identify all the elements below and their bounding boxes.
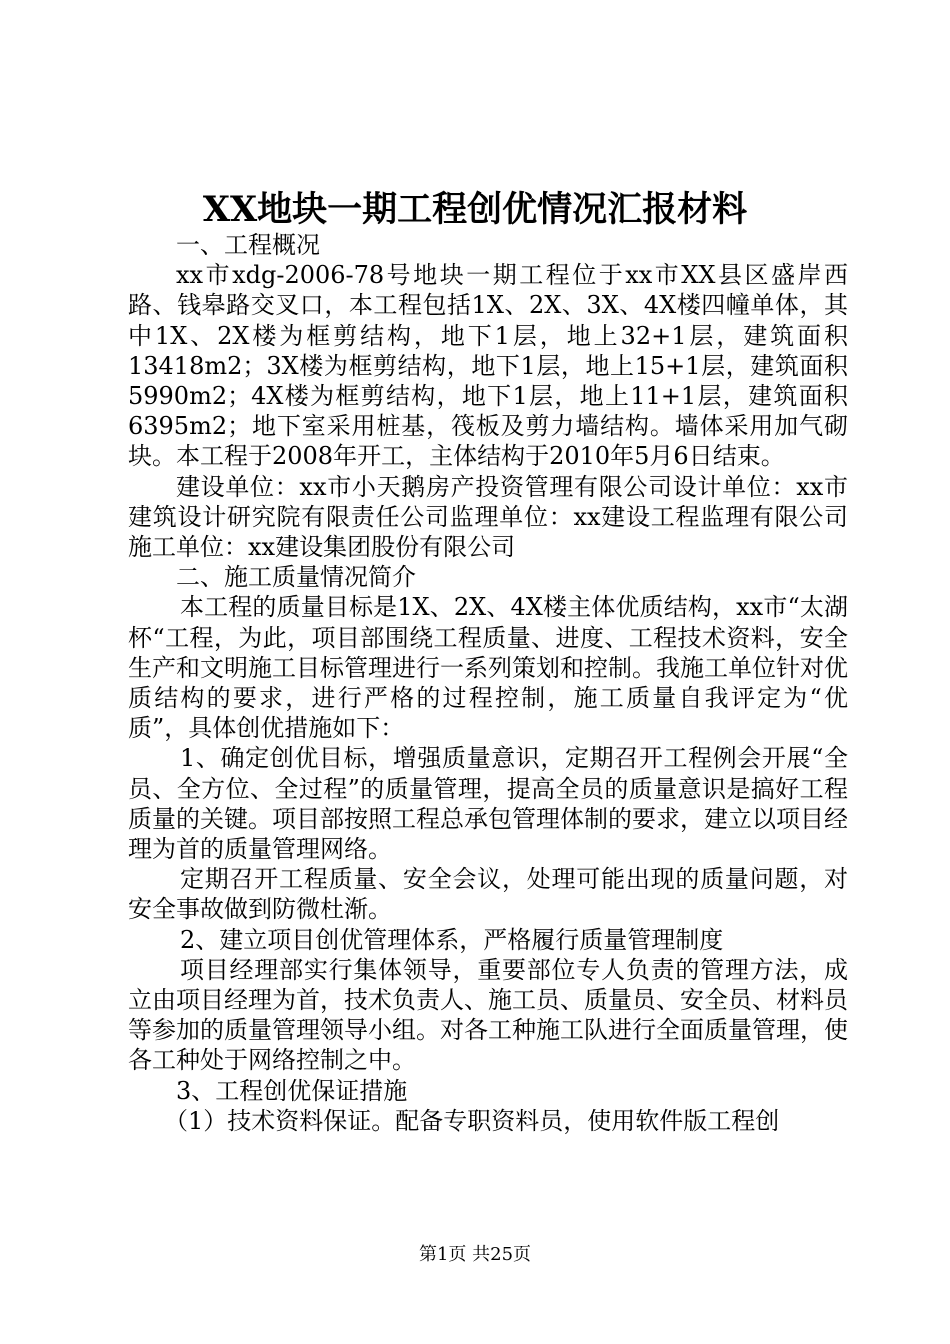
paragraph: 项目经理部实行集体领导，重要部位专人负责的管理方法，成立由项目经理为首，技术负责人、施工员、质量员、安全员、材料员等参加的质量管理领导小组。对各工种施工队进行全面质量管理，使各工种处于网络控制之中。 <box>128 955 848 1075</box>
paragraph: 定期召开工程质量、安全会议，处理可能出现的质量问题，对安全事故做到防微杜渐。 <box>128 865 848 924</box>
page-title: XX地块一期工程创优情况汇报材料 <box>202 189 748 230</box>
paragraph: （1）技术资料保证。配备专职资料员，使用软件版工程创 <box>164 1106 780 1135</box>
paragraph: xx市xdg-2006-78号地块一期工程位于xx市XX县区盛岸西路、钱皋路交叉口，本工程包括1X、2X、3X、4X楼四幢单体，其中1X、2X楼为框剪结构，地下1层，地上32+1层，建筑面积13418m2；3X楼为框剪结构，地下1层，地上15+1层，建筑面积5990m2；4X楼为框剪结构，地下1层，地上11+1层，建筑面积6395m2；地下室采用桩基，筏板及剪力墙结构。墙体采用加气砌块。本工程于2008年开工，主体结构于2010年5月6日结束。 <box>128 261 848 471</box>
paragraph: 1、确定创优目标，增强质量意识，定期召开工程例会开展“全员、全方位、全过程”的质量管理，提高全员的质量意识是搞好工程质量的关键。项目部按照工程总承包管理体制的要求，建立以项目经理为首的质量管理网络。 <box>128 744 848 864</box>
paragraph: 一、工程概况 <box>176 231 320 259</box>
paragraph: 二、施工质量情况简介 <box>176 563 416 592</box>
page-footer <box>0 1243 950 1267</box>
paragraph: 3、工程创优保证措施 <box>176 1076 408 1105</box>
paragraph: 建设单位：xx市小天鹅房产投资管理有限公司设计单位：xx市建筑设计研究院有限责任公司监理单位：xx建设工程监理有限公司施工单位：xx建设集团股份有限公司 <box>128 472 848 562</box>
document-body <box>128 230 848 1136</box>
page-number: 第1页 共25页 <box>418 1244 532 1265</box>
paragraph: 2、建立项目创优管理体系，严格履行质量管理制度 <box>180 925 724 954</box>
paragraph: 本工程的质量目标是1X、2X、4X楼主体优质结构，xx市“太湖杯“工程，为此，项目部围绕工程质量、进度、工程技术资料，安全生产和文明施工目标管理进行一系列策划和控制。我施工单位针对优质结构的要求，进行严格的过程控制，施工质量自我评定为“优质”，具体创优措施如下： <box>128 593 848 743</box>
